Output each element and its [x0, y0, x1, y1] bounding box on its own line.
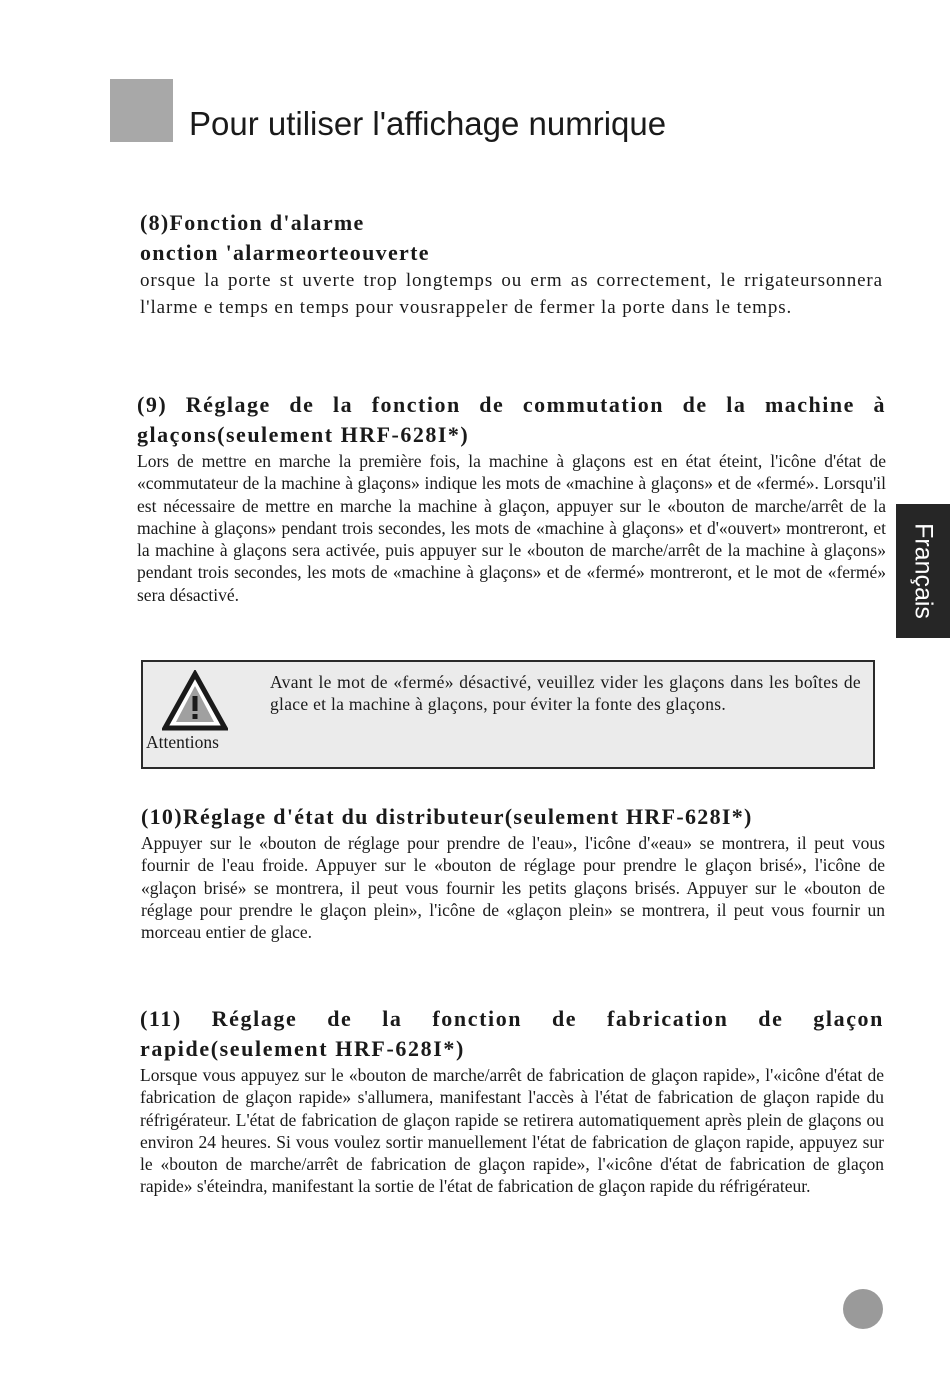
section-heading [140, 208, 883, 268]
section-paragraph: Lorsque vous appuyez sur le «bouton de marche/arrêt de fabrication de glaçon rapide», l'«icône d'état de fabrication de glaçon rapide» s'allumera, manifestant l'accès à l'état de fabrication de glaçon rapide du réfrigérateur. L'état de fabrication de glaçon rapide se retirera automatiquement après plein de glaçons ou environ 24 heures. Si vous voulez sortir manuellement l'état de fabrication de glaçon rapide, appuyez sur le «bouton de marche/arrêt de fabrication de glaçon rapide», l'«icône d'état de fabrication de glaçon rapide» s'éteindra, manifestant la sortie de l'état de fabrication de glaçon rapide du réfrigérateur. [140, 1065, 884, 1197]
section-heading: (11) Réglage de la fonction de fabrication de glaçon rapide(seulement HRF-628I*) [140, 1006, 884, 1061]
attention-label: Attentions [146, 732, 219, 752]
title-square-icon [110, 79, 173, 142]
section-ice-maker-switch [137, 390, 886, 606]
warning-triangle-icon [162, 670, 228, 732]
section-heading: (9) Réglage de la fonction de commutation de la machine à glaçons(seulement HRF-628I*) [137, 392, 886, 447]
section-fast-ice [140, 1004, 884, 1198]
section-heading-line: onction 'alarmeorteouverte [140, 240, 430, 265]
section-paragraph: Appuyer sur le «bouton de réglage pour prendre de l'eau», l'icône d'«eau» se montrera, il peut vous fournir de l'eau froide. Appuyer sur le «bouton de réglage pour prendre le glaçon brisé», l'icône de «glaçon brisé» se montrera, il peut vous fournir les petits glaçons brisés. Appuyer sur le «bouton de réglage pour prendre le glaçon plein», l'icône de «glaçon plein» se montrera, il peut vous fournir un morceau entier de glace. [141, 833, 885, 943]
section-heading: (10)Réglage d'état du distributeur(seulement HRF-628I*) [141, 804, 753, 829]
section-paragraph: Lors de mettre en marche la première fois, la machine à glaçons est en état éteint, l'icône d'état de «commutateur de la machine à glaçons» indique les mots de «machine à glaçons» et de «fermé». Lorsqu'il est nécessaire de mettre en marche la machine à glaçon, appuyer sur le «bouton de marche/arrêt de la machine à glaçons» pendant trois secondes, les mots de «machine à glaçons» et d'«ouvert» montreront, et la machine à glaçons sera activée, puis appuyer sur le «bouton de marche/arrêt de la machine à glaçons» pendant trois secondes, les mots de «machine à glaçons» et de «fermé» montreront, et le mot de «fermé» sera désactivé. [137, 451, 886, 605]
section-alarm [140, 208, 883, 321]
attention-text: Avant le mot de «fermé» désactivé, veuillez vider les glaçons dans les boîtes de glace et la machine à glaçons, pour éviter la fonte des glaçons. [270, 672, 861, 715]
language-tab [896, 504, 950, 638]
attention-box [141, 660, 875, 769]
language-tab-label: Français [909, 523, 938, 619]
section-heading-line: (8)Fonction d'alarme [140, 210, 365, 235]
section-dispenser [141, 802, 885, 943]
section-paragraph: orsque la porte st uverte trop longtemps ou erm as correctement, le rrigateursonnera l'larme e temps en temps pour vousrappeler de fermer la porte dans le temps. [140, 270, 883, 318]
page-title: Pour utiliser l'affichage numrique [189, 105, 667, 142]
page-number-dot-icon [843, 1289, 883, 1329]
